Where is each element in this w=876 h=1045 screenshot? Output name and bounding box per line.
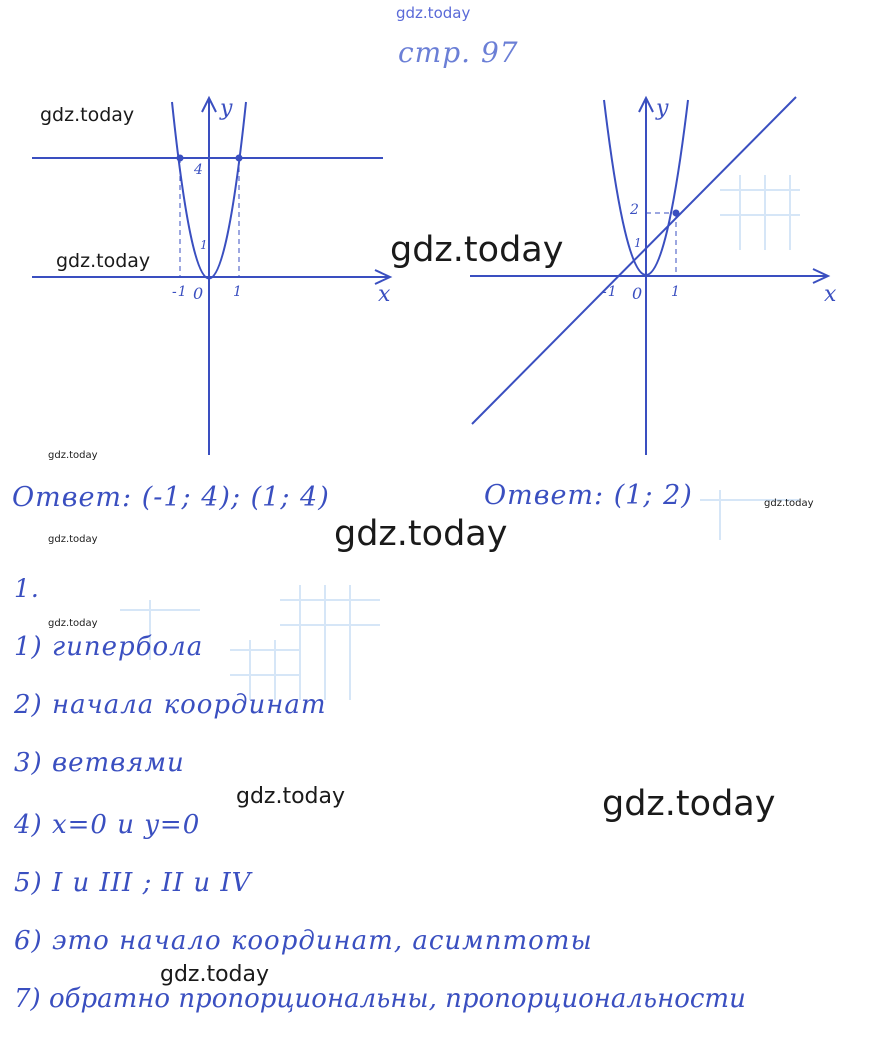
graph-2-point xyxy=(673,210,680,217)
watermark: gdz.today xyxy=(602,784,776,824)
graph-2-x-label: x xyxy=(824,282,838,307)
graph-1-tick-pos1: 1 xyxy=(233,284,243,300)
graph-2-tick-y1: 1 xyxy=(634,236,643,250)
graph-1-tick-neg1: -1 xyxy=(172,284,188,300)
watermark: gdz.today xyxy=(764,498,814,509)
header-watermark: gdz.today xyxy=(396,4,471,22)
graph-2-answer: Ответ: (1; 2) xyxy=(484,480,693,511)
watermark: gdz.today xyxy=(48,450,98,461)
watermark: gdz.today xyxy=(48,618,98,629)
task-number: 1. xyxy=(14,574,40,603)
graph-1-tick-y1: 1 xyxy=(200,238,209,252)
watermark: gdz.today xyxy=(160,962,270,987)
graph-2-tick-neg1: -1 xyxy=(602,284,618,300)
graph-2-y-label: y xyxy=(656,96,670,121)
task-item-3: 3) ветвями xyxy=(14,748,185,778)
watermark: gdz.today xyxy=(390,230,564,270)
graph-1-origin: 0 xyxy=(193,284,205,303)
task-item-7: 7) обратно пропорциональны, пропорциональности xyxy=(14,984,746,1014)
task-item-5: 5) I и III ; II и IV xyxy=(14,868,252,898)
task-item-6: 6) это начало координат, асимптоты xyxy=(14,926,593,956)
task-item-4: 4) x=0 и y=0 xyxy=(14,810,201,840)
watermark: gdz.today xyxy=(40,104,135,126)
graph-2-origin: 0 xyxy=(632,284,644,303)
watermark: gdz.today xyxy=(334,514,508,554)
task-item-2: 2) начала координат xyxy=(14,690,327,720)
page-reference: стр. 97 xyxy=(398,36,519,69)
graph-1-x-label: x xyxy=(378,282,392,307)
graph-1-y-label: y xyxy=(220,96,234,121)
watermark: gdz.today xyxy=(48,534,98,545)
watermark: gdz.today xyxy=(236,784,346,809)
watermark: gdz.today xyxy=(56,250,151,272)
graph-1-tick-y4: 4 xyxy=(194,162,204,178)
graph-1-answer: Ответ: (-1; 4); (1; 4) xyxy=(12,482,330,513)
graph-2-tick-y2: 2 xyxy=(630,202,640,218)
graph-2-tick-pos1: 1 xyxy=(671,284,681,300)
task-item-1: 1) гипербола xyxy=(14,632,204,662)
